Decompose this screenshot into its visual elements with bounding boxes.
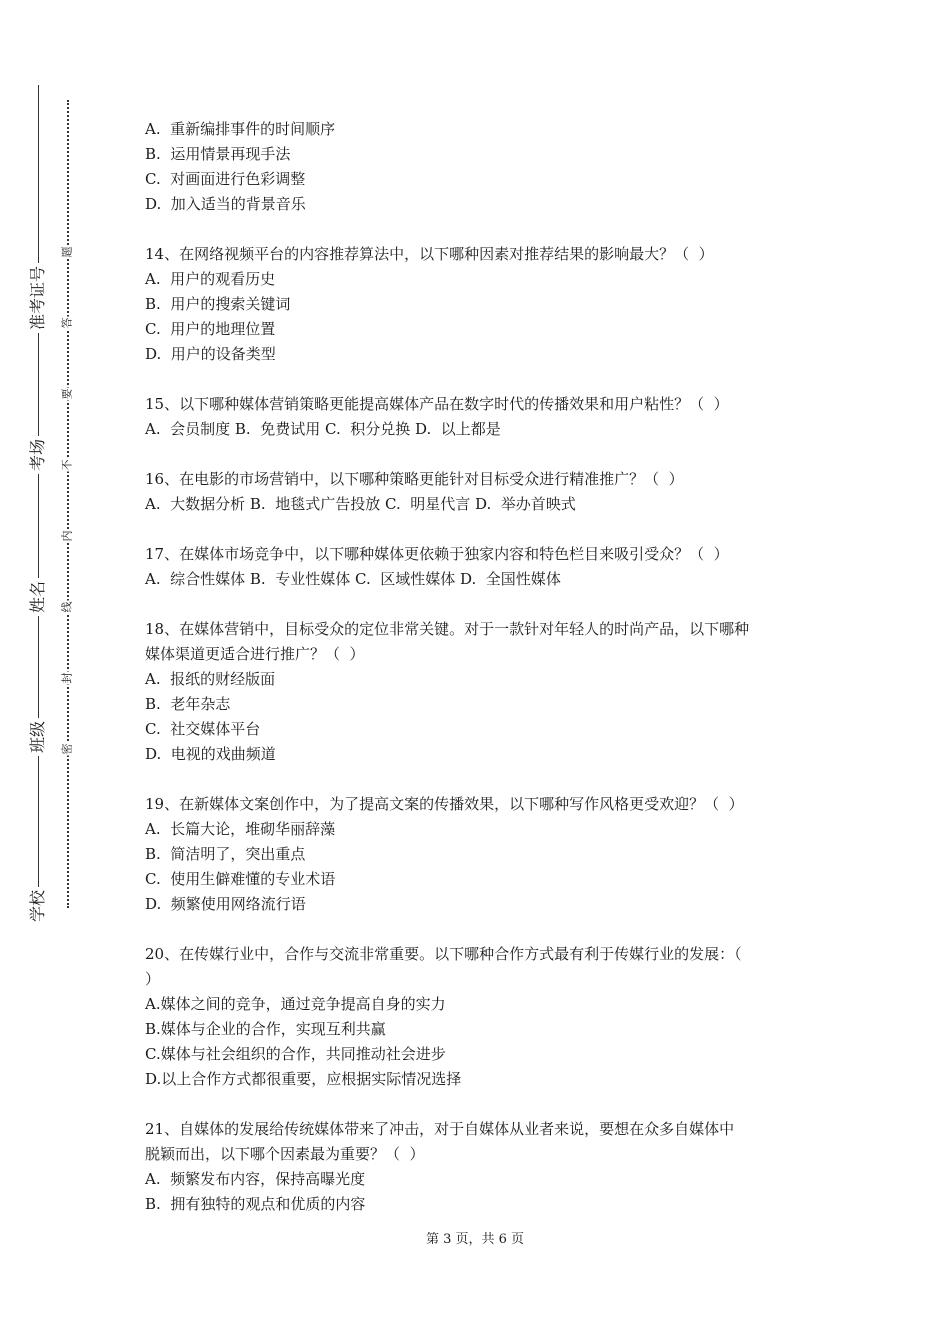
question-list xyxy=(145,117,815,1242)
option-a: A.媒体之间的竞争，通过竞争提高自身的实力 xyxy=(145,995,446,1013)
seal-char: 内 xyxy=(60,530,74,542)
option-a: A. 频繁发布内容，保持高曝光度 xyxy=(145,1170,366,1188)
option-row: A. 综合性媒体 B. 专业性媒体 C. 区域性媒体 D. 全国性媒体 xyxy=(145,570,561,588)
exam-room-label: 考场 xyxy=(26,436,50,474)
question-stem: 19、在新媒体文案创作中，为了提高文案的传播效果，以下哪种写作风格更受欢迎？（ ） xyxy=(145,795,744,813)
question-stem: 20、在传媒行业中，合作与交流非常重要。以下哪种合作方式最有利于传媒行业的发展：（ xyxy=(145,945,742,963)
seal-char: 不 xyxy=(60,459,74,471)
seal-char: 密 xyxy=(60,743,74,755)
option-c: C. 使用生僻难懂的专业术语 xyxy=(145,870,336,888)
option-c: C. 社交媒体平台 xyxy=(145,720,261,738)
option-b: B. 用户的搜索关键词 xyxy=(145,295,291,313)
option-row: A. 大数据分析 B. 地毯式广告投放 C. 明星代言 D. 举办首映式 xyxy=(145,495,576,513)
binding-margin xyxy=(0,0,90,1344)
question-stem: 16、在电影的市场营销中，以下哪种策略更能针对目标受众进行精准推广？（ ） xyxy=(145,470,684,488)
exam-number-label: 准考证号 xyxy=(26,263,50,333)
seal-char: 封 xyxy=(60,672,74,684)
option-c: C. 用户的地理位置 xyxy=(145,320,276,338)
option-c: C.媒体与社会组织的合作，共同推动社会进步 xyxy=(145,1045,446,1063)
question-stem: 14、在网络视频平台的内容推荐算法中，以下哪种因素对推荐结果的影响最大？（ ） xyxy=(145,245,714,263)
option-b: B. 老年杂志 xyxy=(145,695,231,713)
option-b: B.媒体与企业的合作，实现互利共赢 xyxy=(145,1020,386,1038)
option-d: D. 用户的设备类型 xyxy=(145,345,276,363)
question-stem: 21、自媒体的发展给传统媒体带来了冲击，对于自媒体从业者来说，要想在众多自媒体中 xyxy=(145,1120,735,1138)
option-a: A. 用户的观看历史 xyxy=(145,270,276,288)
question-stem: 15、以下哪种媒体营销策略更能提高媒体产品在数字时代的传播效果和用户粘性？（ ） xyxy=(145,395,729,413)
option-d: D. 加入适当的背景音乐 xyxy=(145,195,306,213)
seal-char: 答 xyxy=(60,317,74,329)
student-name-label: 姓名 xyxy=(26,578,50,616)
binding-solid-line xyxy=(38,85,39,925)
seal-char: 题 xyxy=(60,246,74,258)
question-18 xyxy=(145,617,815,767)
page-number: 第 3 页，共 6 页 xyxy=(425,1232,525,1247)
option-b: B. 运用情景再现手法 xyxy=(145,145,291,163)
option-b: B. 简洁明了，突出重点 xyxy=(145,845,306,863)
question-17 xyxy=(145,542,815,592)
seal-dotted-line xyxy=(67,100,69,908)
option-row: A. 会员制度 B. 免费试用 C. 积分兑换 D. 以上都是 xyxy=(145,420,501,438)
question-20 xyxy=(145,942,815,1092)
question-stem: 18、在媒体营销中，目标受众的定位非常关键。对于一款针对年轻人的时尚产品，以下哪种 xyxy=(145,620,750,638)
question-19 xyxy=(145,792,815,917)
question-14 xyxy=(145,242,815,367)
seal-char: 线 xyxy=(60,601,74,613)
class-label: 班级 xyxy=(26,718,50,756)
option-d: D. 电视的戏曲频道 xyxy=(145,745,276,763)
question-13-options xyxy=(145,117,815,217)
option-a: A. 报纸的财经版面 xyxy=(145,670,276,688)
question-stem: 17、在媒体市场竞争中，以下哪种媒体更依赖于独家内容和特色栏目来吸引受众？（ ） xyxy=(145,545,729,563)
question-stem-continued: ） xyxy=(145,970,161,988)
option-a: A. 长篇大论，堆砌华丽辞藻 xyxy=(145,820,336,838)
option-d: D. 频繁使用网络流行语 xyxy=(145,895,306,913)
question-16 xyxy=(145,467,815,517)
school-label: 学校 xyxy=(26,887,50,925)
question-15 xyxy=(145,392,815,442)
seal-char: 要 xyxy=(60,388,74,400)
option-d: D.以上合作方式都很重要，应根据实际情况选择 xyxy=(145,1070,462,1088)
option-a: A. 重新编排事件的时间顺序 xyxy=(145,120,336,138)
question-stem-continued: 媒体渠道更适合进行推广？（ ） xyxy=(145,645,365,663)
option-b: B. 拥有独特的观点和优质的内容 xyxy=(145,1195,366,1213)
question-21 xyxy=(145,1117,815,1217)
option-c: C. 对画面进行色彩调整 xyxy=(145,170,306,188)
question-stem-continued: 脱颖而出，以下哪个因素最为重要？（ ） xyxy=(145,1145,425,1163)
